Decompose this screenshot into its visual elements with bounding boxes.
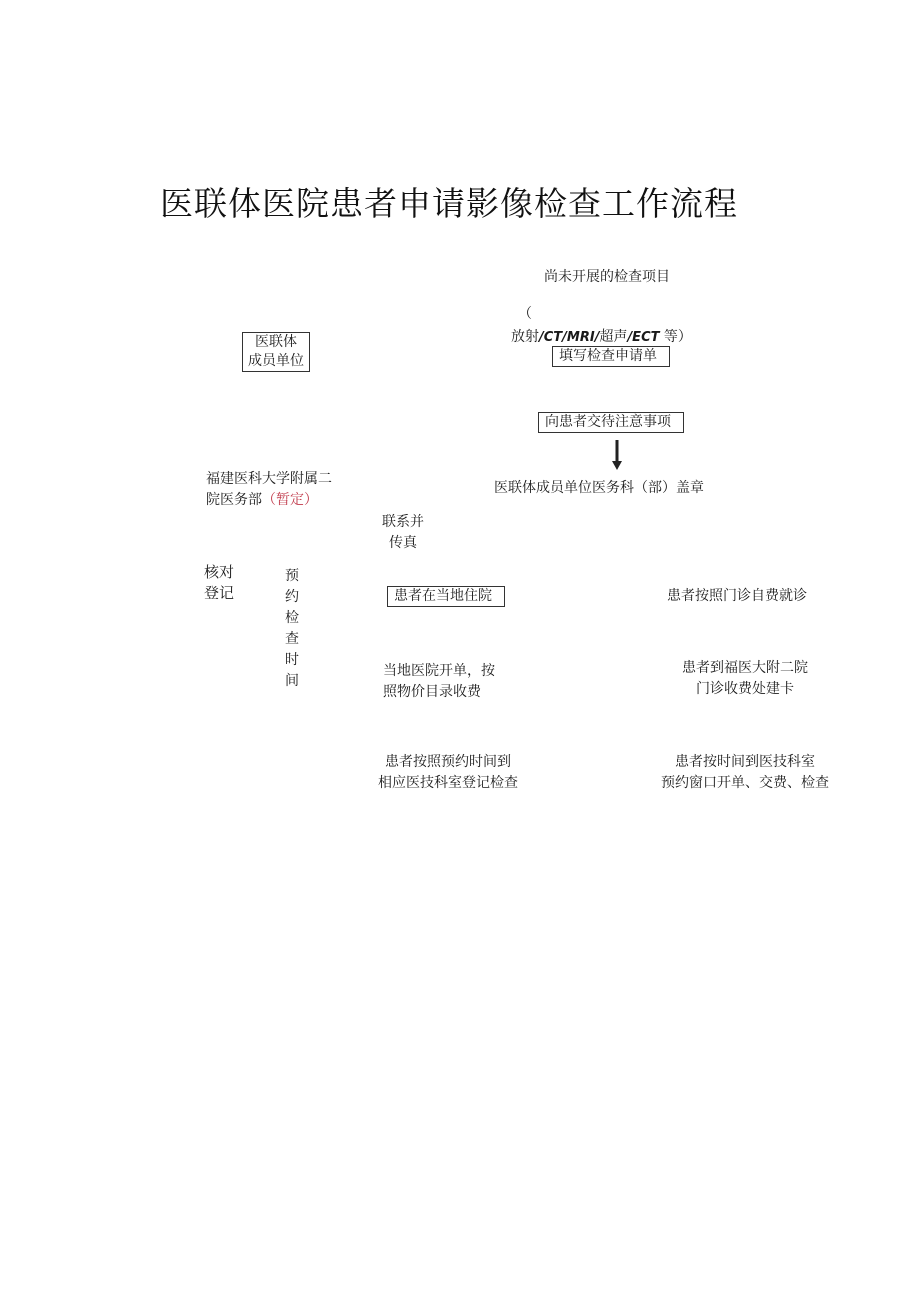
hospital-line2 xyxy=(206,490,332,511)
unopened-items-label: 尚未开展的检查项目 xyxy=(544,269,670,285)
stamp-label: 医联体成员单位医务科（部）盖章 xyxy=(494,480,704,496)
page-title: 医联体医院患者申请影像检查工作流程 xyxy=(160,184,738,223)
schedule-char: 时 xyxy=(285,652,299,668)
local-order xyxy=(383,661,495,703)
member-unit-line2: 成员单位 xyxy=(248,353,304,369)
notify-patient-box: 向患者交待注意事项 xyxy=(538,412,684,433)
verify-register xyxy=(204,562,234,604)
local-order-line1: 当地医院开单，按 xyxy=(383,663,495,679)
paren-open: （ xyxy=(518,306,532,322)
items-code2: /ECT xyxy=(627,330,660,345)
self-pay-label: 患者按照门诊自费就诊 xyxy=(667,588,807,604)
scheduled-line2: 相应医技科室登记检查 xyxy=(378,775,518,791)
scheduled-line1: 患者按照预约时间到 xyxy=(385,754,511,770)
down-arrow-icon xyxy=(612,440,622,470)
fy2-line2: 门诊收费处建卡 xyxy=(696,681,794,697)
ontime-exam xyxy=(656,752,834,794)
verify-line1: 核对 xyxy=(204,563,235,581)
local-stay-box: 患者在当地住院 xyxy=(387,586,505,607)
fill-form-box: 填写检查申请单 xyxy=(552,346,670,367)
schedule-char: 查 xyxy=(285,631,299,647)
scheduled-exam xyxy=(374,752,522,794)
contact-line2: 传真 xyxy=(389,535,417,551)
exam-types-line xyxy=(511,327,692,348)
hospital-line2-text: 院医务部 xyxy=(206,492,262,508)
schedule-char: 约 xyxy=(285,589,299,605)
items-prefix: 放射 xyxy=(511,329,539,345)
contact-line1: 联系并 xyxy=(382,514,424,530)
items-codes: /CT/MRI/ xyxy=(539,330,600,345)
schedule-char: 检 xyxy=(285,610,299,626)
contact-fax xyxy=(380,512,426,554)
fy2-line1: 患者到福医大附二院 xyxy=(682,660,808,676)
member-unit-line1: 医联体 xyxy=(255,334,297,350)
schedule-char: 间 xyxy=(285,673,299,689)
member-unit-box xyxy=(242,332,310,372)
schedule-exam-time-vertical xyxy=(284,566,300,692)
hospital-note: （暂定） xyxy=(262,492,318,508)
verify-line2: 登记 xyxy=(204,584,235,602)
hospital-label xyxy=(206,469,332,511)
ontime-line2: 预约窗口开单、交费、检查 xyxy=(661,775,829,791)
fy2-card xyxy=(676,658,814,700)
items-suffix: 等） xyxy=(659,329,692,345)
ontime-line1: 患者按时间到医技科室 xyxy=(675,754,815,770)
schedule-char: 预 xyxy=(285,568,299,584)
items-mid: 超声 xyxy=(599,329,628,345)
local-order-line2: 照物价目录收费 xyxy=(383,684,481,700)
hospital-line1: 福建医科大学附属二 xyxy=(206,471,332,487)
